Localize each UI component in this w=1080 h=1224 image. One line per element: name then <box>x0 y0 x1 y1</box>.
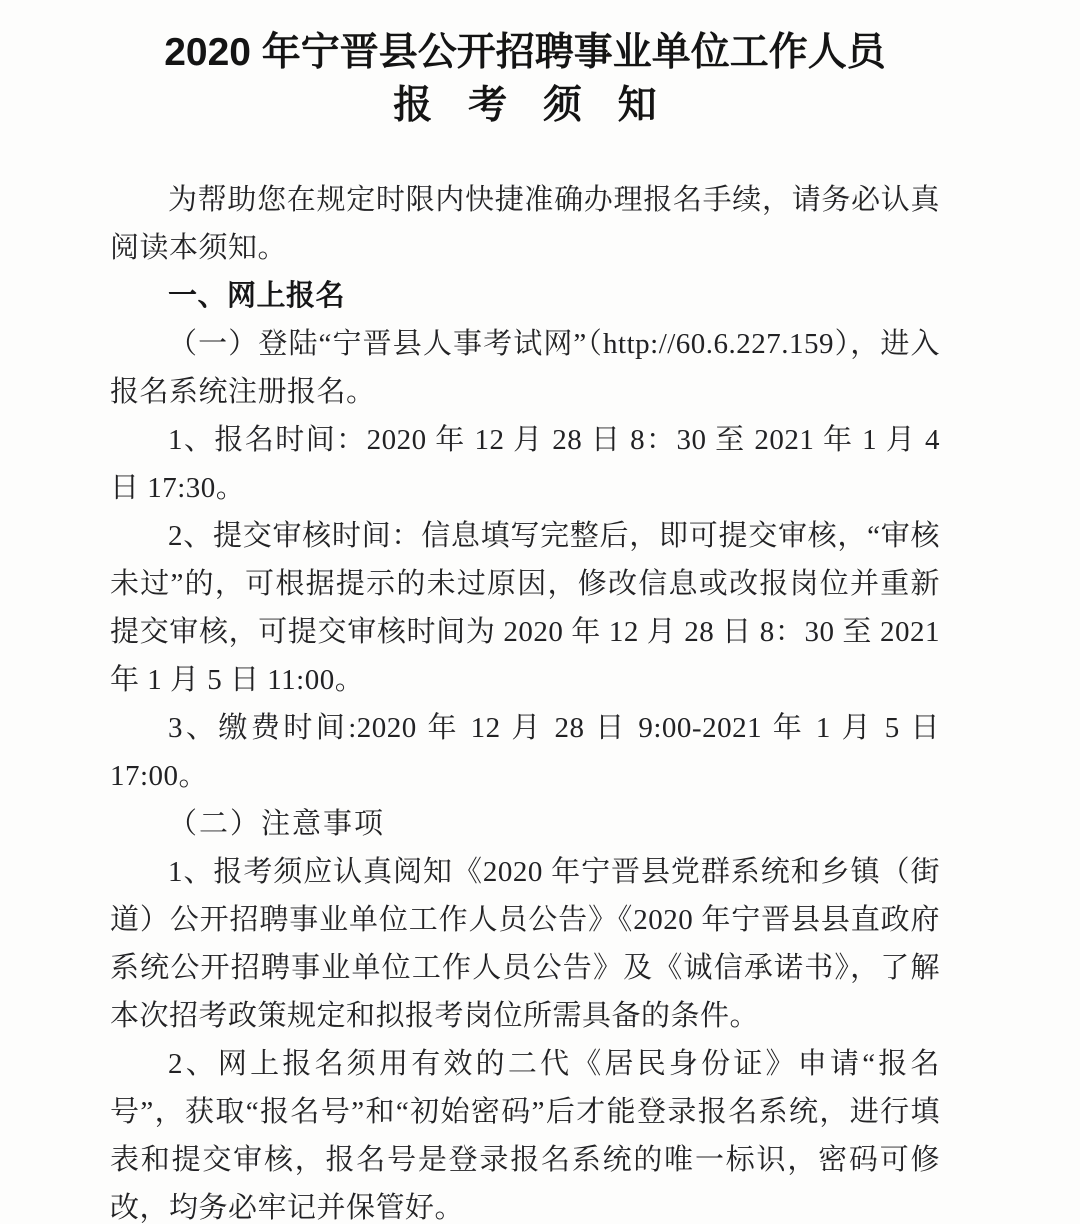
paragraph-review-submission-time: 2、提交审核时间：信息填写完整后，即可提交审核，“审核未过”的，可根据提示的未过原因，修改信息或改报岗位并重新提交审核，可提交审核时间为 2020 年 12 月 28 日 8：30 至 2021 年 1 月 5 日 11:00。 <box>110 520 940 696</box>
section-heading-notes: （二）注意事项 <box>168 808 386 840</box>
paragraph-payment-time: 3、缴费时间:2020 年 12 月 28 日 9:00-2021 年 1 月 5 日 17:00。 <box>110 712 940 792</box>
paragraph-id-card-registration-number: 2、网上报名须用有效的二代《居民身份证》申请“报名号”，获取“报名号”和“初始密码”后才能登录报名系统，进行填表和提交审核，报名号是登录报名系统的唯一标识，密码可修改，均务必牢记并保管好。 <box>110 1048 940 1224</box>
paragraph-read-announcements: 1、报考须应认真阅知《2020 年宁晋县党群系统和乡镇（街道）公开招聘事业单位工作人员公告》《2020 年宁晋县县直政府系统公开招聘事业单位工作人员公告》及《诚信承诺书》，了解本次招考政策规定和拟报考岗位所需具备的条件。 <box>110 856 940 1032</box>
document-title <box>110 26 940 132</box>
section-heading-online-registration: 一、网上报名 <box>168 280 346 312</box>
paragraph-registration-time: 1、报名时间：2020 年 12 月 28 日 8：30 至 2021 年 1 月 4 日 17:30。 <box>110 424 940 504</box>
document-body <box>110 176 940 1224</box>
document-title-line-2: 报 考 须 知 <box>393 84 670 127</box>
document-title-line-1: 2020 年宁晋县公开招聘事业单位工作人员 <box>164 31 886 74</box>
intro-paragraph: 为帮助您在规定时限内快捷准确办理报名手续，请务必认真阅读本须知。 <box>110 184 940 264</box>
paragraph-login-website: （一）登陆“宁晋县人事考试网”（http://60.6.227.159），进入报名系统注册报名。 <box>110 328 940 408</box>
